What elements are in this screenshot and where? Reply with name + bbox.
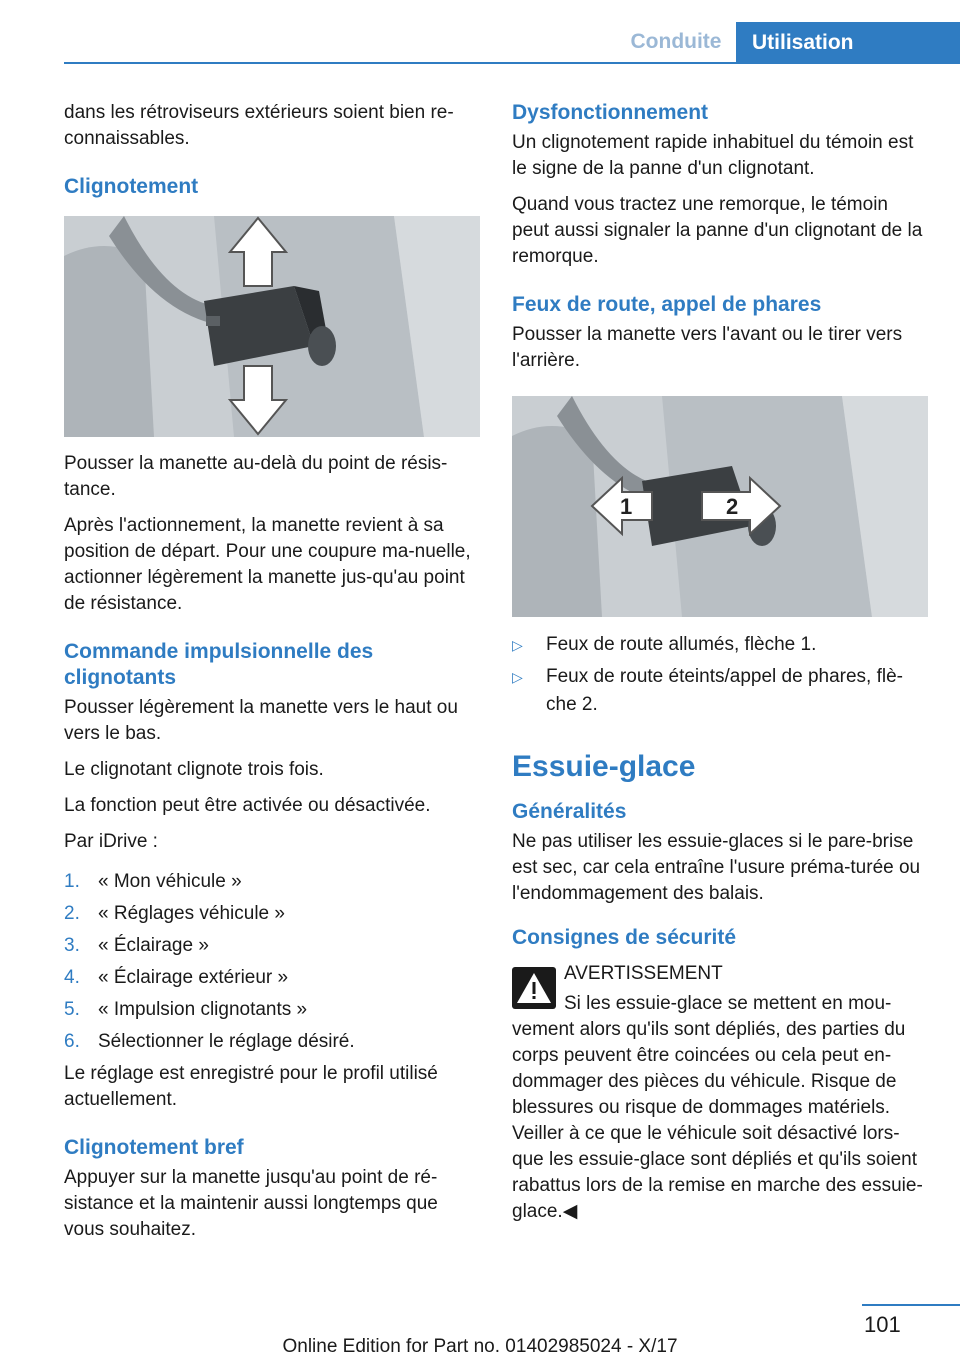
list-item: 1. « Mon véhicule » <box>64 871 242 892</box>
list-item: 2. « Réglages véhicule » <box>64 903 285 924</box>
triangle-bullet-icon: ▷ <box>512 669 523 685</box>
clignotement-p1: Pousser la manette au-delà du point de résis-tance. <box>64 453 448 500</box>
dysf-p2: Quand vous tractez une remorque, le témoin peut aussi signaler la panne d'un clignotant de la remorque. <box>512 194 923 267</box>
footer-rule <box>862 1304 960 1306</box>
right-column <box>512 100 928 1235</box>
impulsion-p2: Le clignotant clignote trois fois. <box>64 759 324 780</box>
edition-footer: Online Edition for Part no. 01402985024 - X/17 <box>282 1336 678 1357</box>
dysfonctionnement-heading: Dysfonctionnement <box>512 101 709 124</box>
impulsion-p5: Le réglage est enregistré pour le profil utilisé actuellement. <box>64 1063 438 1110</box>
tab-utilisation: Utilisation <box>736 22 960 64</box>
dysf-p1: Un clignotement rapide inhabituel du témoin est le signe de la panne d'un clignotant. <box>512 132 914 179</box>
bref-p1: Appuyer sur la manette jusqu'au point de ré-sistance et la maintenir aussi longtemps que vous souhaitez. <box>64 1167 438 1240</box>
warning-triangle-icon <box>512 967 556 1009</box>
generalites-heading: Généralités <box>512 800 627 823</box>
essuie-glace-heading: Essuie-glace <box>512 750 696 783</box>
intro-text: dans les rétroviseurs extérieurs soient bien re-connaissables. <box>64 102 454 149</box>
figure-label-1: 1 <box>620 494 633 519</box>
tab-conduite: Conduite <box>630 30 722 53</box>
impulsion-p3: La fonction peut être activée ou désactivée. <box>64 795 431 816</box>
clignotement-heading: Clignotement <box>64 175 199 198</box>
bref-heading: Clignotement bref <box>64 1136 244 1159</box>
impulsion-p1: Pousser légèrement la manette vers le haut ou vers le bas. <box>64 697 458 744</box>
warning-lead: Si les essuie-glace se mettent en mou- <box>564 993 892 1014</box>
list-item: 6. Sélectionner le réglage désiré. <box>64 1031 355 1052</box>
warning-body: vement alors qu'ils sont dépliés, des parties du corps peuvent être coincées ou cela peut en-dommager des pièces du véhicule. Risque de blessures ou risque de dommages matériels. Veiller à ce que le véhicule soit désactivé lors-que les essuie-glace sont dépliés et qu'ils soient rabattus lors de la remise en marche des essuie-glace.◀ <box>512 1019 923 1222</box>
list-item: 3. « Éclairage » <box>64 935 209 956</box>
idrive-steps <box>64 869 480 1055</box>
page-number: 101 <box>864 1312 901 1337</box>
list-item: ▷ Feux de route éteints/appel de phares, flè-che 2. <box>512 663 928 719</box>
left-column <box>64 100 480 1253</box>
impulsion-heading: Commande impulsionnelle des clignotants <box>64 640 374 689</box>
impulsion-p4: Par iDrive : <box>64 831 158 852</box>
feux-p1: Pousser la manette vers l'avant ou le tirer vers l'arrière. <box>512 324 903 371</box>
clignotement-p2: Après l'actionnement, la manette revient à sa position de départ. Pour une coupure ma-nuelle, actionner légèrement la manette jus-qu'au point de résistance. <box>64 515 471 614</box>
list-item: ▷ Feux de route allumés, flèche 1. <box>512 631 928 659</box>
feux-heading: Feux de route, appel de phares <box>512 293 822 316</box>
triangle-bullet-icon: ▷ <box>512 637 523 653</box>
warning-title: AVERTISSEMENT <box>564 963 723 984</box>
feux-bullets <box>512 631 928 719</box>
list-item: 4. « Éclairage extérieur » <box>64 967 289 988</box>
warning-block <box>512 961 928 1225</box>
header-rule <box>64 62 960 64</box>
list-item: 5. « Impulsion clignotants » <box>64 999 308 1020</box>
high-beam-figure <box>512 396 928 617</box>
consignes-heading: Consignes de sécurité <box>512 926 737 949</box>
generalites-p1: Ne pas utiliser les essuie-glaces si le pare-brise est sec, car cela entraîne l'usure préma-turée ou l'endommagement des balais. <box>512 831 921 904</box>
turn-signal-figure <box>64 216 480 437</box>
figure-label-2: 2 <box>726 494 739 519</box>
